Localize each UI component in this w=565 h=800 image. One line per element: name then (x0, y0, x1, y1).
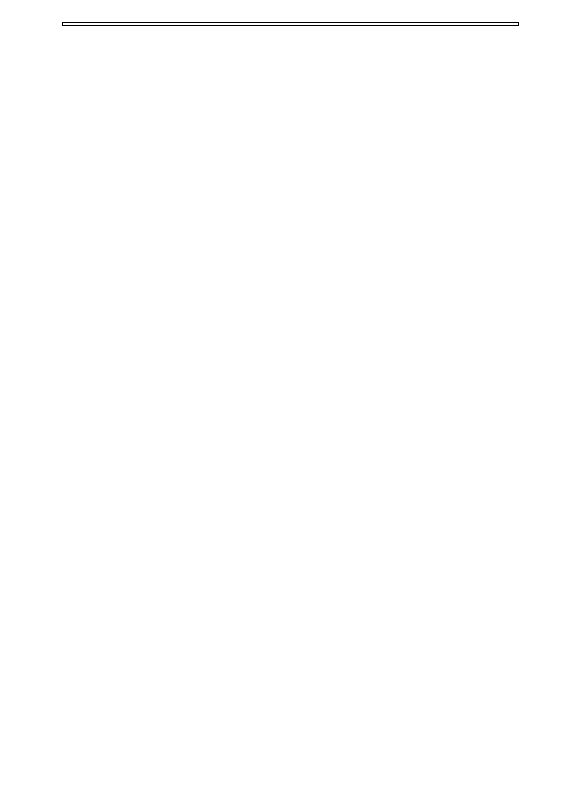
treatment-methods-table (62, 22, 519, 26)
section-title (63, 23, 519, 26)
table-section-row (63, 23, 519, 26)
